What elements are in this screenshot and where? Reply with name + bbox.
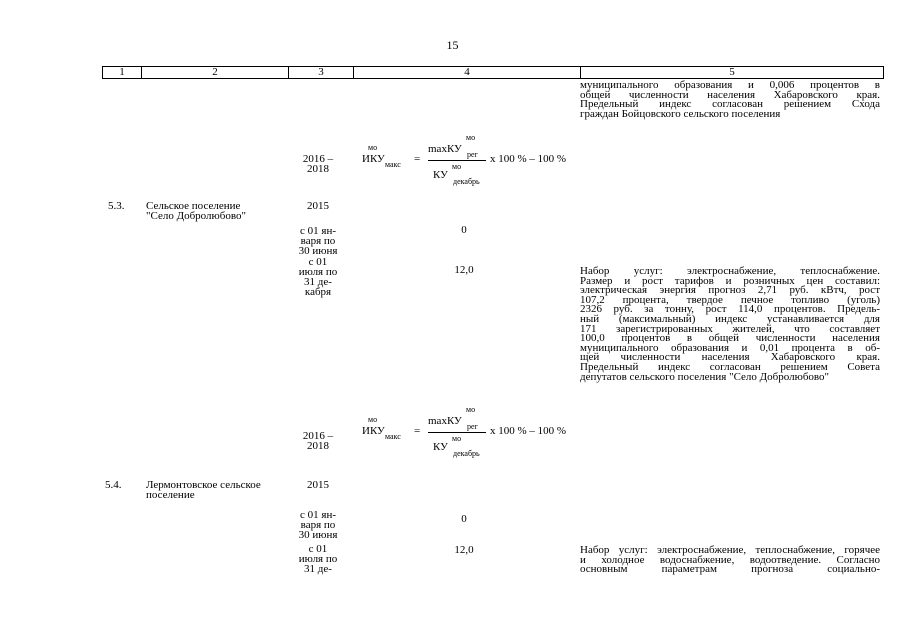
description-line: 171 зарегистрированных жителей, что составляет (580, 322, 880, 335)
formula-lhs: ИКУ (362, 153, 385, 165)
description-line: 2326 руб. за тонну, рост 114,0 процентов. Предель- (580, 303, 880, 316)
formula-lhs-sub: макс (385, 432, 401, 441)
formula-num-sup: мо (466, 133, 476, 142)
column-header-1: 1 (119, 66, 125, 78)
period-second-half: с 01 июля по 31 де- кабря (298, 256, 338, 298)
column-header-4: 4 (464, 66, 470, 78)
column-header-5: 5 (729, 66, 735, 78)
description (580, 267, 880, 382)
description-line: Набор услуг: электроснабжение, теплоснабжение, горячее (580, 544, 880, 556)
value-second-half: 12,0 (454, 544, 474, 556)
formula-den-sub: декабрь (453, 177, 480, 186)
formula-lhs: ИКУ (362, 425, 385, 437)
formula (362, 133, 602, 193)
formula-den: КУ (433, 169, 448, 181)
value-first-half: 0 (461, 513, 467, 525)
period-second-half: с 01 июля по 31 де- (298, 543, 338, 575)
value-second-half: 12,0 (454, 264, 474, 276)
description-line: 107,2 процента, твердое печное топливо (уголь) (580, 293, 880, 306)
formula-num-sub: рег (467, 422, 478, 431)
formula-num: maxКУ (428, 143, 462, 155)
continuation-line: граждан Бойцовского сельского поселения (580, 107, 781, 120)
formula-den-sup: мо (452, 434, 462, 443)
period-first-half: с 01 ян- варя по 30 июня (298, 225, 338, 257)
description-line: электрическая энергия прогноз 2,71 руб. кВтч, рост (580, 284, 880, 297)
formula-num-sup: мо (466, 405, 476, 414)
description-line: муниципального образования и 0,01 процента в об- (580, 341, 880, 354)
formula-num: maxКУ (428, 415, 462, 427)
formula-eq: = (414, 425, 421, 437)
period-multi-year: 2016 – 2018 (302, 430, 334, 452)
formula-num-sub: рег (467, 150, 478, 159)
table-header-row (102, 66, 884, 79)
page-number: 15 (446, 38, 459, 52)
description-line: и холодное водоснабжение, водоотведение. Согласно (580, 553, 880, 566)
settlement-name: Сельское поселение "Село Добролюбово" (146, 200, 246, 222)
formula (362, 405, 602, 465)
formula-tail: х 100 % – 100 % (490, 153, 567, 165)
formula-lhs-sup: мо (368, 143, 378, 152)
formula-lhs-sub: макс (385, 160, 401, 169)
description-line: основным параметрам прогноза социально- (580, 563, 880, 576)
year: 2015 (307, 479, 329, 491)
row-number: 5.3. (108, 200, 125, 212)
period-multi-year: 2016 – 2018 (302, 153, 334, 175)
description-line: 100,0 процентов в общей численности населения (580, 332, 880, 345)
description-line: щей численности населения Хабаровского края. (580, 351, 880, 364)
column-header-3: 3 (318, 66, 324, 78)
column-header-2: 2 (212, 66, 218, 78)
formula-den-sub: декабрь (453, 449, 480, 458)
year: 2015 (307, 200, 329, 212)
formula-eq: = (414, 153, 421, 165)
description (580, 546, 880, 575)
formula-tail: х 100 % – 100 % (490, 425, 567, 437)
continuation-line: общей численности населения Хабаровского края. (580, 88, 880, 101)
description-line: ный (максимальный) индекс устанавливается для (580, 312, 880, 325)
description-line: Предельный индекс согласован решением Совета (580, 360, 880, 373)
continuation-line: муниципального образования и 0,006 процентов в (580, 79, 880, 91)
fraction-line (428, 160, 486, 161)
formula-den-sup: мо (452, 162, 462, 171)
formula-den: КУ (433, 441, 448, 453)
fraction-line (428, 432, 486, 433)
row-number: 5.4. (105, 479, 122, 491)
period-first-half: с 01 ян- варя по 30 июня (298, 509, 338, 541)
description-line: Размер и рост тарифов и розничных цен составил: (580, 274, 880, 287)
formula-lhs-sup: мо (368, 415, 378, 424)
settlement-name: Лермонтовское сельское поселение (146, 479, 261, 501)
continuation-text (580, 81, 880, 119)
description-line: депутатов сельского поселения "Село Добролюбово" (580, 370, 830, 383)
continuation-line: Предельный индекс согласован решением Схода (580, 98, 880, 111)
description-line: Набор услуг: электроснабжение, теплоснабжение. (580, 265, 880, 277)
value-first-half: 0 (461, 224, 467, 236)
